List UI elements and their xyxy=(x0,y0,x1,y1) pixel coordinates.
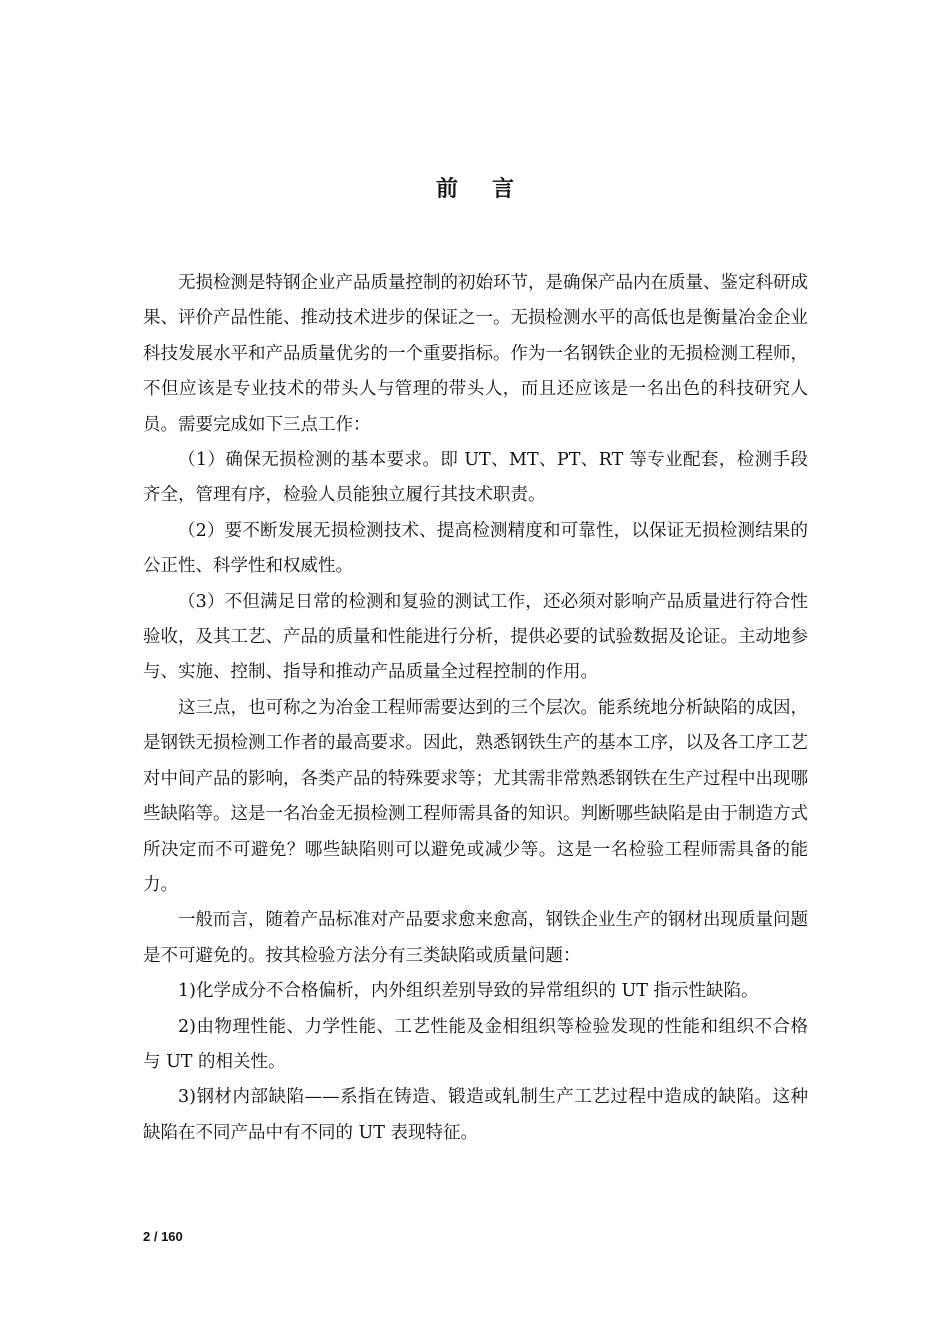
page-number: 2 / 160 xyxy=(143,1229,183,1244)
paragraph-item-1: （1）确保无损检测的基本要求。即 UT、MT、PT、RT 等专业配套，检测手段齐全，管理有序，检验人员能独立履行其技术职责。 xyxy=(143,450,808,506)
paragraph-general: 一般而言，随着产品标准对产品要求愈来愈高，钢铁企业生产的钢材出现质量问题是不可避免的。按其检验方法分有三类缺陷或质量问题： xyxy=(143,910,808,966)
body-text xyxy=(143,266,808,1151)
paragraph-defect-type-2: 2)由物理性能、力学性能、工艺性能及金相组织等检验发现的性能和组织不合格与 UT 的相关性。 xyxy=(143,1016,808,1072)
paragraph-three-levels: 这三点，也可称之为冶金工程师需要达到的三个层次。能系统地分析缺陷的成因，是钢铁无损检测工作者的最高要求。因此，熟悉钢铁生产的基本工序，以及各工序工艺对中间产品的影响，各类产品的特殊要求等；尤其需非常熟悉钢铁在生产过程中出现哪些缺陷等。这是一名冶金无损检测工程师需具备的知识。判断哪些缺陷是由于制造方式所决定而不可避免？哪些缺陷则可以避免或减少等。这是一名检验工程师需具备的能力。 xyxy=(143,697,808,895)
page-title: 前言 xyxy=(435,176,548,202)
paragraph-item-3: （3）不但满足日常的检测和复验的测试工作，还必须对影响产品质量进行符合性验收，及其工艺、产品的质量和性能进行分析，提供必要的试验数据及论证。主动地参与、实施、控制、指导和推动产品质量全过程控制的作用。 xyxy=(143,591,808,683)
paragraph-intro: 无损检测是特钢企业产品质量控制的初始环节，是确保产品内在质量、鉴定科研成果、评价产品性能、推动技术进步的保证之一。无损检测水平的高低也是衡量冶金企业科技发展水平和产品质量优劣的一个重要指标。作为一名钢铁企业的无损检测工程师，不但应该是专业技术的带头人与管理的带头人，而且还应该是一名出色的科技研究人员。需要完成如下三点工作： xyxy=(143,273,808,435)
paragraph-item-2: （2）要不断发展无损检测技术、提高检测精度和可靠性，以保证无损检测结果的公正性、科学性和权威性。 xyxy=(143,520,808,577)
paragraph-defect-type-1: 1)化学成分不合格偏析，内外组织差别导致的异常组织的 UT 指示性缺陷。 xyxy=(178,981,759,1002)
paragraph-defect-type-3: 3)钢材内部缺陷——系指在铸造、锻造或轧制生产工艺过程中造成的缺陷。这种缺陷在不同产品中有不同的 UT 表现特征。 xyxy=(143,1087,808,1143)
